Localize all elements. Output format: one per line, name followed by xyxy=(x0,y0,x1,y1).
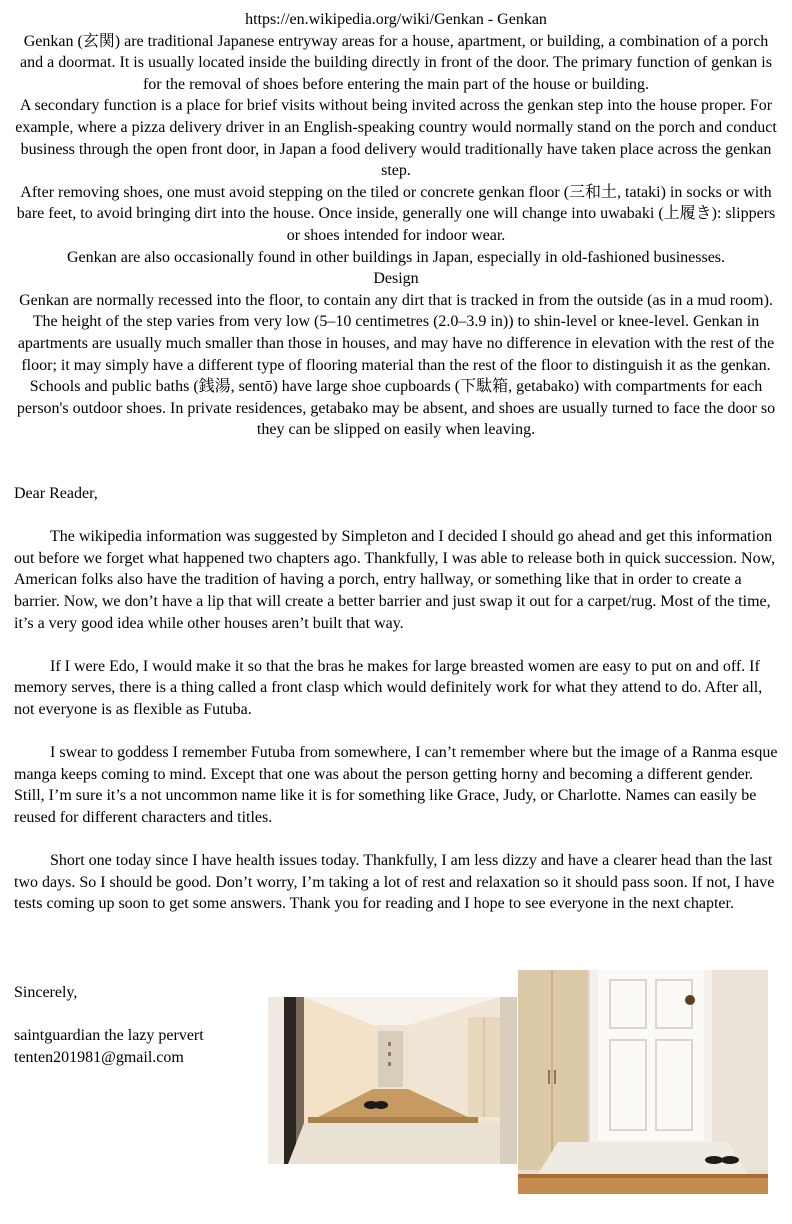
article-paragraph-5: Genkan are normally recessed into the floor, to contain any dirt that is tracked in from the outside (as in a mud room). The height of the step varies from very low (5–10 centimetres (2.0–3.9 in)) to shin-level or knee-level. Genkan in apartments are usually much smaller than those in houses, and may have no difference in elevation with the rest of the floor; it may simply have a different type of flooring material than the rest of the floor to distinguish it as the genkan. xyxy=(17,291,775,374)
article-paragraph-6: Schools and public baths (銭湯, sentō) have large shoe cupboards (下駄箱, getabako) with compartments for each person's outdoor shoes. In private residences, getabako may be absent, and shoes are usually turned to face the door so they can be slipped on easily when leaving. xyxy=(16,378,776,439)
letter-greeting: Dear Reader, xyxy=(14,485,98,502)
article-paragraph-1: Genkan (玄関) are traditional Japanese entryway areas for a house, apartment, or building, a combination of a porch and a doormat. It is usually located inside the building directly in front of the door. The primary function of genkan is for the removal of shoes before entering the main part of the house or building. xyxy=(20,32,772,93)
letter-paragraph-3: I swear to goddess I remember Futuba from somewhere, I can’t remember where but the image of a Ranma esque manga keeps coming to mind. Except that one was about the person getting horny and becoming a different gender. Still, I’m sure it’s a not uncommon name like it is for something like Grace, Judy, or Charlotte. Names can easily be reused for different characters and titles. xyxy=(14,744,778,826)
article-paragraph-3: After removing shoes, one must avoid stepping on the tiled or concrete genkan floor (三和土, tataki) in socks or with bare feet, to avoid bringing dirt into the house. Once inside, generally one will change into uwabaki (上履き): slippers or shoes intended for indoor wear. xyxy=(16,183,776,244)
author-letter xyxy=(14,483,782,936)
genkan-door-photo xyxy=(518,970,768,1194)
letter-paragraph-1: The wikipedia information was suggested by Simpleton and I decided I should go ahead and get this information out before we forget what happened two chapters ago. Thankfully, I was able to release both in quick succession. Now, American folks also have the tradition of having a porch, entry hallway, or something like that in order to create a barrier. Now, we don’t have a lip that will create a better barrier and just swap it out for a carpet/rug. Most of the time, it’s a very good idea while other houses aren’t built that way. xyxy=(14,528,776,632)
design-heading: Design xyxy=(373,270,419,288)
wiki-excerpt xyxy=(12,9,780,441)
letter-signature xyxy=(14,982,264,1068)
letter-paragraph-4: Short one today since I have health issues today. Thankfully, I am less dizzy and have a clearer head than the last two days. So I should be good. Don’t worry, I’m taking a lot of rest and relaxation so it should pass soon. If not, I have tests coming up soon to get some answers. Thank you for reading and I hope to see everyone in the next chapter. xyxy=(14,852,775,913)
letter-paragraph-2: If I were Edo, I would make it so that the bras he makes for large breasted women are easy to put on and off. If memory serves, there is a thing called a front clasp which would definitely work for what they attend to do. After all, not everyone is as flexible as Futuba. xyxy=(14,657,763,718)
article-paragraph-2: A secondary function is a place for brief visits without being invited across the genkan step into the house proper. For example, where a pizza delivery driver in an English-speaking country would normally stand on the porch and conduct business through the open front door, in Japan a food delivery would traditionally have taken place across the genkan step. xyxy=(15,97,777,180)
genkan-hallway-photo xyxy=(268,997,517,1164)
letter-closing: Sincerely, xyxy=(14,984,78,1001)
signature-name: saintguardian the lazy pervert xyxy=(14,1027,204,1045)
signature-email: tenten201981@gmail.com xyxy=(14,1048,184,1066)
source-line: https://en.wikipedia.org/wiki/Genkan - Genkan xyxy=(245,11,547,28)
article-paragraph-4: Genkan are also occasionally found in other buildings in Japan, especially in old-fashioned businesses. xyxy=(66,248,726,266)
